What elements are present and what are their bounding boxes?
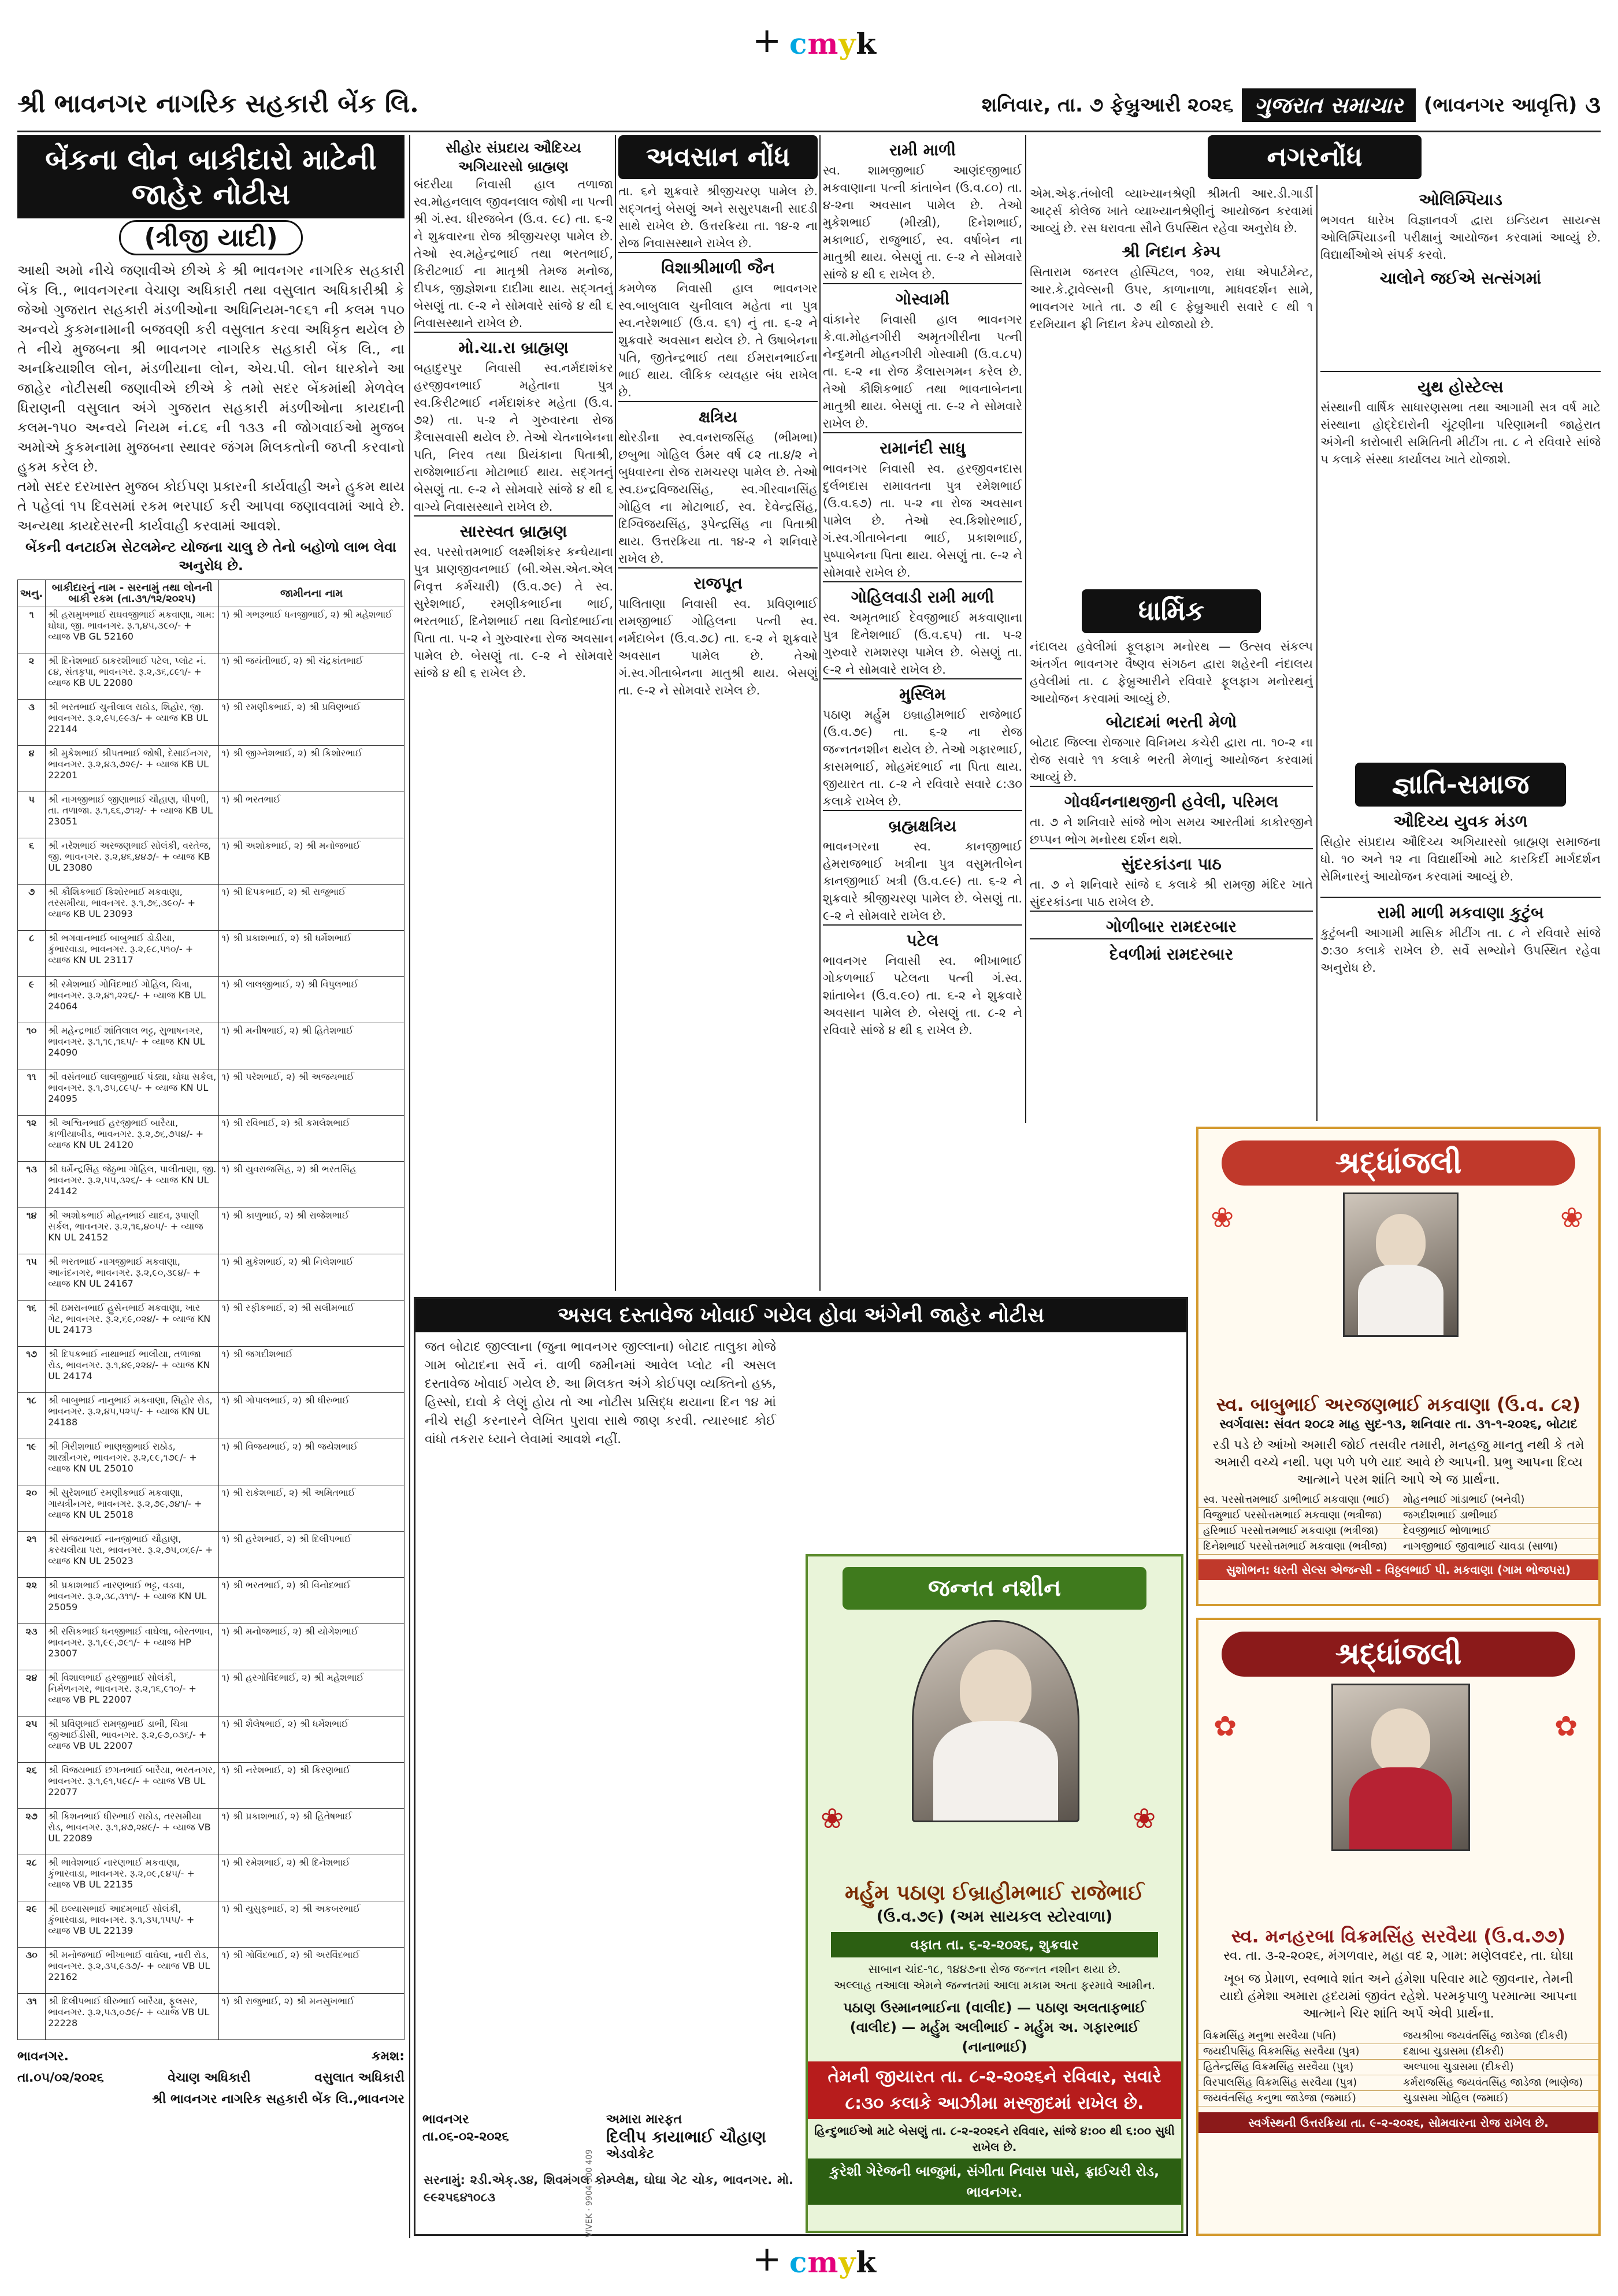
- table-row: [18, 1994, 404, 2040]
- row-guarantors: ૧) શ્રી મનોજભાઈ, ૨) શ્રી યોગેશભાઈ: [219, 1624, 404, 1670]
- table-row: [18, 700, 404, 746]
- gnati-samaj-heading: જ્ઞાતિ-સમાજ: [1355, 763, 1566, 807]
- family-member: કર્મરાજસિંહ જયવંતસિંહ જાડેજા (ભાણેજ): [1398, 2075, 1598, 2091]
- dharmik-heading: ધાર્મિક: [1082, 589, 1261, 633]
- row-guarantors: ૧) શ્રી રમણીકભાઈ, ૨) શ્રી પ્રવિણભાઈ: [219, 700, 404, 746]
- row-guarantors: ૧) શ્રી ગોપાલભાઈ, ૨) શ્રી ધીરુભાઈ: [219, 1393, 404, 1439]
- shraddhanjali-1-message: રડી પડે છે આંખો અમારી જોઈ તસવીર તમારી, મનહજુ માનતુ નથી કે તમે અમારી વચ્ચે નથી. પણ પળે પળે યાદ આવે છે આપની. પ્રભુ આપના દિવ્ય આત્માને પરમ શાંતિ આપે એ જ પ્રાર્થના.: [1212, 1438, 1584, 1487]
- bank-notice-title: બેંકના લોન બાકીદારો માટેની જાહેર નોટીસ: [17, 135, 404, 218]
- row-borrower: શ્રી ભગવાનભાઈ બાબુભાઈ ડોડીયા, કુંભારવાડા, ભાવનગર. રૂ.૨,૯૮,૫૧૦/- + વ્યાજ KN UL 23117: [46, 931, 219, 977]
- row-number: ૧૮: [18, 1393, 46, 1439]
- row-borrower: શ્રી દિનેશભાઈ ઠાકરશીભાઈ પટેલ, પ્લોટ નં. ૮૪, સંતકૃપા, ભાવનગર. રૂ.૨,૩૬,૮૯૧/- + વ્યાજ KB UL 22080: [46, 653, 219, 700]
- obit-text-brahman: બહાદુરપુર નિવાસી સ્વ.નર્મદાશંકર હરજીવનભાઈ મહેતાના પુત્ર સ્વ.કિરીટભાઈ નર્મદાશંકર મહેતા (ઉ.વ. ૭૨) તા. ૫-૨ ને ગુરુવારના રોજ કૈલાસવાસી થયેલ છે. તેઓ ચેતનાબેનના પતિ, નિરવ તથા પ્રિયંકાના પિતાશ્રી, રાજેશભાઈના મોટાભાઈ થાય. સદ્ગતનું બેસણું તા. ૯-૨ ને સોમવારે સાંજે ૪ થી ૬ વાગ્યે નિવાસસ્થાને રાખેલ છે.: [414, 361, 613, 514]
- table-row: [18, 885, 404, 931]
- janat-nasheen-date: વફાત તા. ૬-૨-૨૦૨૬, શુક્રવાર: [831, 1932, 1158, 1957]
- sig-recovery-officer: વસુલાત અધિકારી: [314, 2071, 404, 2085]
- row-borrower: શ્રી પ્રવિણભાઈ રામજીભાઈ ડાભી, ચિત્રા જીઆઈડીસી, ભાવનગર. રૂ.૨,૯૭,૦૩૬/- + વ્યાજ VB UL 22007: [46, 1717, 219, 1763]
- dharmik-text: નંદાલય હવેલીમાં ફૂલફાગ મનોરથ — ઉત્સવ સંકલ્પ અંતર્ગત ભાવનગર વૈષ્ણવ સંગઠન દ્વારા શહેરની નંદાલય હવેલીમાં તા. ૮ ફેબ્રુઆરીને રવિવારે ફૂલફાગ મનોરથનું આયોજન કરવામાં આવ્યું છે.: [1030, 640, 1313, 705]
- family-member: દેવજીભાઈ ભોળાભાઈ: [1398, 1524, 1598, 1539]
- table-row: [18, 1023, 404, 1069]
- janat-nasheen-line2: અલ્લાહ તઆલા એમને જન્નતમાં આલા મકામ અતા ફરમાવે આમીન.: [833, 1978, 1156, 1992]
- shraddhanjali-2-name: સ્વ. મનહરબા વિક્રમસિંહ સરવૈયા (ઉ.વ.૭૭): [1231, 1925, 1566, 1947]
- row-number: ૧૭: [18, 1347, 46, 1393]
- row-number: ૨૭: [18, 1809, 46, 1855]
- table-row: [18, 1116, 404, 1162]
- row-borrower: શ્રી મુકેશભાઈ શ્રીપતભાઈ જોષી, દેસાઈનગર, ભાવનગર. રૂ.૨,૪૩,૭૨૯/- + વ્યાજ KB UL 22201: [46, 746, 219, 792]
- row-borrower: શ્રી સંજયભાઈ નાનજીભાઈ ચૌહાણ, કરચલીયા પરા, ભાવનગર. રૂ.૨,૭૫,૦૬૯/- + વ્યાજ KN UL 25023: [46, 1532, 219, 1578]
- heading-muslim: મુસ્લિમ: [823, 678, 1022, 706]
- table-row: [18, 1717, 404, 1763]
- row-guarantors: ૧) શ્રી પ્રકાશભાઈ, ૨) શ્રી હિતેષભાઈ: [219, 1809, 404, 1855]
- family-member: સ્વ. પરસોત્તમભાઈ ડાભીભાઈ મકવાણા (ભાઈ): [1198, 1492, 1398, 1508]
- text-goswami: વાંકાનેર નિવાસી હાલ ભાવનગર કે.વા.મોહનગીરી અમૃતગીરીના પત્ની નેન્દુમતી મોહનગીરી ગોસ્વામી (ઉ.વ.૮૫) તા. ૬-૨ ના રોજ કૈલાસગમન કરેલ છે. તેઓ કૌશિકભાઈ તથા ભાવનાબેનના માતુશ્રી થાય. બેસણું તા. ૯-૨ ને સોમવારે રાખેલ છે.: [823, 313, 1022, 430]
- heading-ramimali-kutumb: રામી માળી મકવાણા કુટુંબ: [1320, 897, 1601, 924]
- shraddhanjali-2-heading: શ્રદ્ધાંજલી: [1222, 1632, 1575, 1677]
- sig-sale-officer: વેચાણ અધિકારી: [168, 2071, 251, 2085]
- row-borrower: શ્રી નાગજીભાઈ જીણાભાઈ ચૌહાણ, પીપળી, તા. તળાજા. રૂ.૧,૬૬,૭૧૨/- + વ્યાજ KB UL 23051: [46, 792, 219, 838]
- family-member: જયશ્રીબા જયવંતસિંહ જાડેજા (દીકરી): [1398, 2028, 1598, 2044]
- issue-date: શનિવાર, તા. ૭ ફેબ્રુઆરી ૨૦૨૬: [982, 94, 1234, 117]
- row-guarantors: ૧) શ્રી શૈલેષભાઈ, ૨) શ્રી ધર્મેશભાઈ: [219, 1717, 404, 1763]
- row-borrower: શ્રી મહેન્દ્રભાઈ શાંતિલાલ ભટ્ટ, સુભાષનગર, ભાવનગર. રૂ.૧,૧૯,૧૬૫/- + વ્યાજ KN UL 24090: [46, 1023, 219, 1069]
- family-member: મોહનભાઈ ગાંડાભાઈ (બનેવી): [1398, 1492, 1598, 1508]
- table-row: [18, 1532, 404, 1578]
- row-borrower: શ્રી કૌશિકભાઈ કિશોરભાઈ મકવાણા, તરસમીયા, ભાવનગર. રૂ.૧,૭૬,૩૯૦/- + વ્યાજ KB UL 23093: [46, 885, 219, 931]
- bank-notice-footer: [17, 2046, 404, 2067]
- header-rule: [17, 131, 1601, 132]
- text-haveli: તા. ૭ ને શનિવારે સાંજે ભોગ સમય આરતીમાં કાકોરજીને છપ્પન ભોગ મનોરથ દર્શન થશે.: [1030, 815, 1313, 846]
- heading-ramanandi: રામાનંદી સાધુ: [823, 432, 1022, 460]
- obit-heading-saraswat: સારસ્વત બ્રાહ્મણ: [414, 515, 613, 543]
- family-member: અલ્પાબા ચુડાસમા (દીકરી): [1398, 2060, 1598, 2075]
- dharmik-section: [1030, 589, 1313, 1121]
- sig-bank-name: શ્રી ભાવનગર નાગરિક સહકારી બેંક લિ.,ભાવનગર: [152, 2092, 404, 2106]
- cmyk-mark-bottom: cmyk: [789, 2245, 877, 2279]
- row-borrower: શ્રી ઇલ્યાસભાઈ આદમભાઈ સોલંકી, કુંભારવાડા, ભાવનગર. રૂ.૧,૩૫,૧૫૫/- + વ્યાજ VB UL 22139: [46, 1901, 219, 1948]
- janat-nasheen-age: (ઉ.વ.૭૯) (અમ સાયકલ સ્ટોરવાળા): [876, 1908, 1113, 1926]
- row-borrower: શ્રી વિશાલભાઈ હરજીભાઈ સોલંકી, નિર્મળનગર, ભાવનગર. રૂ.૨,૧૬,૯૧૦/- + વ્યાજ VB PL 22007: [46, 1670, 219, 1717]
- shraddhanjali-1-date: સ્વર્ગવાસ: સંવત ૨૦૮૨ માહ સુદ-૧૩, શનિવાર તા. ૩૧-૧-૨૦૨૬, બોટાદ: [1219, 1417, 1578, 1432]
- row-number: ૨૩: [18, 1624, 46, 1670]
- nagar-nondh-heading: નગરનોંધ: [1208, 135, 1422, 179]
- text-rami-mali: સ્વ. શામજીભાઈ આણંદજીભાઈ મકવાણાના પત્ની કાંતાબેન (ઉ.વ.૮૦) તા. ૪-૨ના અવસાન પામેલ છે. તેઓ મુકેશભાઈ (મીસ્ત્રી), દિનેશભાઈ, મકાભાઈ, રાજુભાઈ, સ્વ. વર્ષાબેન ના માતુશ્રી થાય. બેસણું તા. ૯-૨ ને સોમવારે સાંજે ૪ થી ૬ રાખેલ છે.: [823, 164, 1022, 281]
- shraddhanjali-1-family: [1198, 1492, 1598, 1555]
- shraddhanjali-2-message: ખૂબ જ પ્રેમાળ, સ્વભાવે શાંત અને હંમેશા પરિવાર માટે જીવનાર, તેમની યાદો હંમેશા અમારા હૃદયમાં જીવંત રહેશે. પરમકૃપાળુ પરમાત્મા આપના આત્માને ચિર શાંતિ અર્પે એવી પ્રાર્થના.: [1219, 1972, 1578, 2021]
- family-member: જયવંતસિંહ કનુભા જાડેજા (જમાઈ): [1198, 2091, 1398, 2106]
- janat-nasheen-family: પઠાણ ઉસ્માનભાઈના (વાલીદ) — પઠાણ અલતાફભાઈ (વાલીદ) — મર્હુમ અલીભાઈ - મર્હુમ અ. ગફારભાઈ (નાનાભાઈ): [843, 2000, 1146, 2055]
- table-row: [18, 1855, 404, 1901]
- row-number: ૭: [18, 885, 46, 931]
- obit-text-1: બંદરીયા નિવાસી હાલ તળાજા સ્વ.મોહનલાલ જીવનલાલ જોષી ના પત્ની શ્રી ગં.સ્વ. ધીરજબેન (ઉ.વ. ૯૮) તા. ૬-૨ ને શુક્રવારના રોજ શ્રીજીચરણ પામેલ છે. તેઓ સ્વ.મહેન્દ્રભાઈ તથા ભરતભાઈ, કિરીટભાઈ ના માતૃશ્રી તેમજ મનોજ, દીપક, જીજ્ઞેશના દાદીમા થાય. સદ્ગતનું બેસણું તા. ૯-૨ ને સોમવારે સાંજે ૪ થી ૬ નિવાસસ્થાને રાખેલ છે.: [414, 177, 613, 330]
- table-row: [18, 792, 404, 838]
- heading-sundarkand: સુંદરકાંડના પાઠ: [1030, 848, 1313, 876]
- table-row: [18, 1485, 404, 1532]
- table-row: [18, 1439, 404, 1485]
- row-number: ૨: [18, 653, 46, 700]
- shraddhanjali-2-footer: સ્વર્ગસ્થની ઉત્તરક્રિયા તા. ૯-૨-૨૦૨૬, સોમવારના રોજ રાખેલ છે.: [1198, 2112, 1598, 2133]
- heading-bharti: બોટાદમાં ભરતી મેળો: [1105, 712, 1237, 731]
- row-guarantors: ૧) શ્રી હરેશભાઈ, ૨) શ્રી દિલીપભાઈ: [219, 1532, 404, 1578]
- obit-intro: સીહોર સંપ્રદાય ઔદિચ્ય અગિયારસો બ્રાહ્મણ: [446, 140, 581, 174]
- row-borrower: શ્રી દિપકભાઈ નાથાભાઈ ભાલીયા, તળાજા રોડ, ભાવનગર. રૂ.૧,૪૯,૨૨૪/- + વ્યાજ KN UL 24174: [46, 1347, 219, 1393]
- row-guarantors: ૧) શ્રી દિપકભાઈ, ૨) શ્રી રાજુભાઈ: [219, 885, 404, 931]
- row-number: ૯: [18, 977, 46, 1023]
- family-member: દિનેશભાઈ પરસોત્તમભાઈ મકવાણા (ભત્રીજા): [1198, 1539, 1398, 1555]
- gnati-samaj-section: [1320, 763, 1601, 1121]
- text-yuva: સિહોર સંપ્રદાય ઔદિચ્ય અગિયારસો બ્રાહ્મણ સમાજના ધો. ૧૦ અને ૧૨ ના વિદ્યાર્થીઓ માટે કારકિર્દી માર્ગદર્શન સેમિનારનું આયોજન કરવામાં આવ્યું છે.: [1320, 835, 1601, 883]
- family-member: ચુડાસમા ગોહિલ (જમાઈ): [1398, 2091, 1598, 2106]
- heading-brahmakshatriya: બ્રહ્મક્ષત્રિય: [823, 810, 1022, 838]
- table-row: [18, 1393, 404, 1439]
- table-row: [18, 1670, 404, 1717]
- row-guarantors: ૧) શ્રી અશોકભાઈ, ૨) શ્રી મનોજભાઈ: [219, 838, 404, 885]
- lost-notice-signer-label: અમારા મારફત: [606, 2112, 682, 2127]
- row-number: ૨૨: [18, 1578, 46, 1624]
- row-number: ૧૩: [18, 1162, 46, 1208]
- row-guarantors: ૧) શ્રી ભરતભાઈ: [219, 792, 404, 838]
- row-borrower: શ્રી રમેશભાઈ ગોવિંદભાઈ ગોહિલ, ચિત્રા, ભાવનગર. રૂ.૨,૪૧,૨૨૬/- + વ્યાજ KB UL 24064: [46, 977, 219, 1023]
- text-youth: સંસ્થાની વાર્ષિક સાધારણસભા તથા આગામી સત્ર વર્ષ માટે સંસ્થાના હોદ્દેદારોની ચૂંટણીના પરિણામની જાહેરાત અંગેની કારોબારી સમિતિની મીટીંગ તા. ૮ ને રવિવારે સાંજે ૫ કલાકે સંસ્થા કાર્યાલય ખાતે યોજાશે.: [1320, 400, 1601, 466]
- nagar-nondh-right: [1320, 185, 1601, 589]
- shraddhanjali-1-name: સ્વ. બાબુભાઈ અરજણભાઈ મકવાણા (ઉ.વ. ૮૨): [1216, 1394, 1581, 1416]
- flower-icon: ✿: [1554, 1710, 1578, 1743]
- shraddhanjali-2-date: સ્વ. તા. ૩-૨-૨૦૨૬, મંગળવાર, મહા વદ ૨, ગામ: મણેલવદર, તા. ઘોઘા: [1223, 1949, 1574, 1963]
- row-guarantors: ૧) શ્રી વિજયભાઈ, ૨) શ્રી જયેશભાઈ: [219, 1439, 404, 1485]
- heading-camp: શ્રી નિદાન કેમ્પ: [1122, 242, 1221, 261]
- flower-icon: ✿: [1214, 1710, 1237, 1743]
- table-row: [18, 1069, 404, 1116]
- row-borrower: શ્રી પ્રકાશભાઈ નારણભાઈ ભટ્ટ, વડવા, ભાવનગર. રૂ.૨,૩૮,૩૧૧/- + વ્યાજ KN UL 25059: [46, 1578, 219, 1624]
- heading-rajput: રાજપૂત: [618, 567, 818, 595]
- row-guarantors: ૧) શ્રી રવિભાઈ, ૨) શ્રી કમલેશભાઈ: [219, 1116, 404, 1162]
- table-row: [18, 1301, 404, 1347]
- row-number: ૧૬: [18, 1301, 46, 1347]
- table-row: [18, 746, 404, 792]
- family-member: દક્ષાબા ચુડાસમા (દીકરી): [1398, 2044, 1598, 2060]
- lost-notice-footer: [415, 2108, 797, 2167]
- row-borrower: શ્રી ઇમરાનભાઈ હુસેનભાઈ મકવાણા, ખાર ગેટ, ભાવનગર. રૂ.૨,૬૯,૦૨૪/- + વ્યાજ KN UL 24173: [46, 1301, 219, 1347]
- family-member: હરિભાઈ પરસોત્તમભાઈ મકવાણા (ભત્રીજા): [1198, 1524, 1398, 1539]
- row-borrower: શ્રી વસંતભાઈ લાલજીભાઈ પંડ્યા, ઘોઘા સર્કલ, ભાવનગર. રૂ.૧,૭૫,૮૯૫/- + વ્યાજ KN UL 24095: [46, 1069, 219, 1116]
- table-row: [18, 1948, 404, 1994]
- lost-notice-text: જત બોટાદ જીલ્લાના (જુના ભાવનગર જીલ્લાના) બોટાદ તાલુકા મોજે ગામ બોટાદના સર્વે નં. વાળી જમીનમાં આવેલ પ્લોટ ની અસલ દસ્તાવેજ ખોવાઈ ગયેલ છે. આ મિલકત અંગે કોઈપણ વ્યક્તિનો હક્ક, હિસ્સો, દાવો કે લેણું હોય તો આ નોટીસ પ્રસિદ્ધ થયાના દિન ૧૪ માં નીચે સહી કરનારને લેખિત પુરાવા સાથે જાણ કરવી. ત્યારબાદ કોઈ વાંધો તકરાર ધ્યાને લેવામાં આવશે નહીં.: [425, 1340, 776, 1447]
- row-borrower: શ્રી હસમુખભાઈ રાઘવજીભાઈ મકવાણા, ગામ: ઘોઘા, જી. ભાવનગર. રૂ.૧,૪૫,૩૯૦/- + વ્યાજ VB GL 52160: [46, 607, 219, 653]
- deceased-photo-1: [1343, 1192, 1459, 1337]
- row-guarantors: ૧) શ્રી મુકેશભાઈ, ૨) શ્રી નિલેશભાઈ: [219, 1254, 404, 1301]
- page-header: [17, 86, 1601, 128]
- obituary-column-1: [414, 135, 613, 1291]
- registration-cross-top: +: [752, 20, 782, 61]
- column-rule-2: [615, 135, 616, 1291]
- row-borrower: શ્રી ભરતભાઈ ચુનીલાલ રાઠોડ, શિહોર, જી. ભાવનગર. રૂ.૨,૯૫,૯૯૩/- + વ્યાજ KB UL 22144: [46, 700, 219, 746]
- row-number: ૩: [18, 700, 46, 746]
- heading-ramdarbar: દેવળીમાં રામદરબાર: [1030, 938, 1313, 966]
- row-guarantors: ૧) શ્રી રફીકભાઈ, ૨) શ્રી સલીમભાઈ: [219, 1301, 404, 1347]
- row-borrower: શ્રી મનોજભાઈ ભીખાભાઈ વાઘેલા, નારી રોડ, ભાવનગર. રૂ.૨,૩૫,૯૩૭/- + વ્યાજ VB UL 22162: [46, 1948, 219, 1994]
- row-number: ૩૦: [18, 1948, 46, 1994]
- row-number: ૧૦: [18, 1023, 46, 1069]
- row-borrower: શ્રી અશોકભાઈ મોહનભાઈ યાદવ, રૂપાણી સર્કલ, ભાવનગર. રૂ.૨,૧૬,૪૦૫/- + વ્યાજ KN UL 24152: [46, 1208, 219, 1254]
- row-number: ૫: [18, 792, 46, 838]
- heading-patel: પટેલ: [823, 924, 1022, 952]
- text-ramimali-kutumb: કુટુંબની આગામી માસિક મીટીંગ તા. ૮ ને રવિવારે સાંજે ૭:૩૦ કલાકે રાખેલ છે. સર્વે સભ્યોને ઉપસ્થિત રહેવા અનુરોધ છે.: [1320, 926, 1601, 975]
- row-guarantors: ૧) શ્રી જીગ્નેશભાઈ, ૨) શ્રી કિશોરભાઈ: [219, 746, 404, 792]
- heading-goswami: ગોસ્વામી: [823, 283, 1022, 311]
- bank-notice-continued: કમશ:: [372, 2049, 404, 2064]
- heading-satsang: ચાલોને જઈએ સત્સંગમાં: [1379, 269, 1542, 288]
- row-number: ૧૪: [18, 1208, 46, 1254]
- heading-olympiad: ઓલિમ્પિયાડ: [1419, 190, 1502, 209]
- sig-bank-line: [17, 2089, 404, 2110]
- table-row: [18, 977, 404, 1023]
- bank-defaulter-table: [17, 579, 404, 2040]
- text-patel: ભાવનગર નિવાસી સ્વ. ભીખાભાઈ ગોકળભાઈ પટેલના પત્ની ગં.સ્વ. શાંતાબેન (ઉ.વ.૯૦) તા. ૬-૨ ને શુક્રવારે અવસાન પામેલ છે. બેસણું તા. ૮-૨ ને રવિવારે સાંજે ૪ થી ૬ રાખેલ છે.: [823, 954, 1022, 1037]
- row-number: ૧૯: [18, 1439, 46, 1485]
- bank-name-header: શ્રી ભાવનગર નાગરિક સહકારી બેંક લિ.: [17, 89, 419, 118]
- shraddhanjali-ad-2: [1196, 1618, 1601, 2236]
- shraddhanjali-2-family: [1198, 2028, 1598, 2106]
- row-guarantors: ૧) શ્રી ભરતભાઈ, ૨) શ્રી વિનોદભાઈ: [219, 1578, 404, 1624]
- row-number: ૪: [18, 746, 46, 792]
- janat-nasheen-address: કુરેશી ગેરેજની બાજુમાં, સંગીતા નિવાસ પાસે, ફ્રાઈચરી રોડ, ભાવનગર.: [808, 2158, 1181, 2205]
- lost-notice-signer: દિલીપ કાયાભાઈ ચૌહાણ: [606, 2127, 766, 2146]
- lost-notice-date: તા.૦૬-૦૨-૨૦૨૬: [422, 2130, 509, 2144]
- row-guarantors: ૧) શ્રી રાકેશભાઈ, ૨) શ્રી અમિતભાઈ: [219, 1485, 404, 1532]
- text-gohilwadi: સ્વ. અમૃતભાઈ દેવજીભાઈ મકવાણાના પુત્ર દિનેશભાઈ (ઉ.વ.૬૫) તા. ૫-૨ ગુરુવારે રામશરણ પામેલ છે. બેસણું તા. ૯-૨ ને સોમવારે રાખેલ છે.: [823, 611, 1022, 677]
- row-number: ૧: [18, 607, 46, 653]
- deceased-photo-3: [912, 1620, 1079, 1822]
- row-number: ૩૧: [18, 1994, 46, 2040]
- row-guarantors: ૧) શ્રી લાલજીભાઈ, ૨) શ્રી વિપુલભાઈ: [219, 977, 404, 1023]
- avasan-nondh-heading: અવસાન નોંધ: [618, 135, 818, 179]
- table-row: [18, 1254, 404, 1301]
- family-member: નાગજીભાઈ જીવાભાઈ ચાવડા (સાળા): [1398, 1539, 1598, 1555]
- family-member: જયદીપસિંહ વિક્રમસિંહ સરવૈયા (પુત્ર): [1198, 2044, 1398, 2060]
- row-guarantors: ૧) શ્રી પરેશભાઈ, ૨) શ્રી અજયભાઈ: [219, 1069, 404, 1116]
- edition-label: (ભાવનગર આવૃત્તિ): [1423, 94, 1578, 117]
- column-rule-1: [409, 135, 410, 2238]
- row-guarantors: ૧) શ્રી યુસુફભાઈ, ૨) શ્રી અકબરભાઈ: [219, 1901, 404, 1948]
- text-kshatriya: થોરડીના સ્વ.વનરાજસિંહ (ભીમભા) છબુભા ગોહિલ ઉંમર વર્ષ ૮૨ તા.૪/૨ ને બુધવારના રોજ રામચરણ પામેલ છે. તેઓ સ્વ.ઇન્દ્રવિજયસિંહ, સ્વ.ગીરવાનસિંહ ગોહિલ ના મોટાભાઈ, સ્વ. દેવેન્દ્રસિંહ, દિગ્વિજયસિંહ, રૂપેન્દ્રસિંહ ના પિતાશ્રી થાય. ઉત્તરક્રિયા તા. ૧૪-૨ ને શનિવારે રાખેલ છે.: [618, 430, 818, 566]
- table-row: [18, 1763, 404, 1809]
- bank-notice-list-label: (ત્રીજી યાદી): [17, 218, 404, 257]
- rose-icon: ❀: [1133, 1803, 1156, 1835]
- obit-text-saraswat: સ્વ. પરસોત્તમભાઈ લક્ષ્મીશંકર કન્ધેયાના પુત્ર પ્રાણજીવનભાઈ (બી.એસ.એન.એલ નિવૃત્ત કર્મચારી) (ઉ.વ.૭૯) તે સ્વ. સુરેશભાઈ, રમણીકભાઈના ભાઈ, ભરતભાઈ, દિનેશભાઈ તથા વિનોદભાઈના પિતા તા. ૫-૨ ને ગુરુવારના રોજ અવસાન પામેલ છે. બેસણું તા. ૯-૨ ને સોમવારે સાંજે ૪ થી ૬ રાખેલ છે.: [414, 545, 613, 680]
- text-camp: સિતારામ જનરલ હોસ્પિટલ, ૧૦૨, રાધા એપાર્ટમેન્ટ, આર.કે.ટ્રાવેલ્સની ઉપર, કાળાનાળા, માધવદર્શન સામે, ભાવનગર ખાતે તા. ૭ થી ૯ ફેબ્રુઆરી સવારે ૯ થી ૧ દરમિયાન ફ્રી નિદાન કેમ્પ યોજાયો છે.: [1030, 265, 1313, 331]
- row-borrower: શ્રી અશ્વિનભાઈ હરજીભાઈ બારૈયા, કાળીયાબીડ, ભાવનગર. રૂ.૨,૭૬,૭૫૪/- + વ્યાજ KN UL 24120: [46, 1116, 219, 1162]
- janat-nasheen-heading: જન્નત નશીન: [843, 1567, 1146, 1610]
- row-number: ૨૯: [18, 1901, 46, 1948]
- row-number: ૮: [18, 931, 46, 977]
- lost-notice-signer-title: એડવોકેટ: [606, 2147, 654, 2161]
- table-row: [18, 1347, 404, 1393]
- row-guarantors: ૧) શ્રી મનીષભાઈ, ૨) શ્રી હિતેશભાઈ: [219, 1023, 404, 1069]
- bank-notice-ots: બેંકની વનટાઈમ સેટલમેન્ટ યોજના ચાલુ છે તેનો બહોળો લાભ લેવા અનુરોધ છે.: [25, 539, 396, 574]
- family-member: હિતેન્દ્રસિંહ વિક્રમસિંહ સરવૈયા (પુત્ર): [1198, 2060, 1398, 2075]
- masthead: ગુજરાત સમાચાર: [1242, 88, 1416, 122]
- row-borrower: શ્રી વિજયભાઈ છગનભાઈ બારૈયા, ભરતનગર, ભાવનગર. રૂ.૧,૯૧,૫૯૮/- + વ્યાજ VB UL 22077: [46, 1763, 219, 1809]
- table-row: [18, 1809, 404, 1855]
- table-row: [18, 1162, 404, 1208]
- row-borrower: શ્રી સુરેશભાઈ રમણીકભાઈ મકવાણા, ગાયત્રીનગર, ભાવનગર. રૂ.૨,૭૯,૭૪૧/- + વ્યાજ KN UL 25018: [46, 1485, 219, 1532]
- heading-haveli: ગોવર્ધનનાથજીની હવેલી, પરિમલ: [1030, 786, 1313, 813]
- bank-notice-date: તા.૦૫/૦૨/૨૦૨૬: [17, 2071, 104, 2085]
- bank-table-body: [18, 607, 404, 2040]
- row-number: ૧૫: [18, 1254, 46, 1301]
- row-number: ૨૮: [18, 1855, 46, 1901]
- row-guarantors: ૧) શ્રી રાજુભાઈ, ૨) શ્રી મનસુખભાઈ: [219, 1994, 404, 2040]
- row-number: ૨૫: [18, 1717, 46, 1763]
- row-borrower: શ્રી કિશનભાઈ ધીરુભાઈ રાઠોડ, તરસમીયા રોડ, ભાવનગર. રૂ.૧,૪૭,૨૪૯/- + વ્યાજ VB UL 22089: [46, 1809, 219, 1855]
- column-rule-5: [1316, 185, 1318, 1121]
- table-header-guarantors: જામીનના નામ: [219, 580, 404, 607]
- table-row: [18, 607, 404, 653]
- row-number: ૨૪: [18, 1670, 46, 1717]
- janat-nasheen-ad: [806, 1554, 1183, 2233]
- flower-icon: ❀: [1211, 1202, 1234, 1234]
- row-borrower: શ્રી રસિકભાઈ ધનજીભાઈ વાઘેલા, બોરતળાવ, ભાવનગર. રૂ.૧,૯૯,૭૯૧/- + વ્યાજ HP 23007: [46, 1624, 219, 1670]
- janat-nasheen-line1: સાબાન ચાંદ-૧૮, ૧૪૪૭ના રોજ જન્નત નશીન થયા છે.: [868, 1962, 1121, 1976]
- row-guarantors: ૧) શ્રી પ્રકાશભાઈ, ૨) શ્રી ધર્મેશભાઈ: [219, 931, 404, 977]
- text-rajput: પાલિતાણા નિવાસી સ્વ. પ્રવિણભાઈ રામજીભાઈ ગોહિલના પત્ની સ્વ. નર્મદાબેન (ઉ.વ.૭૮) તા. ૬-૨ ને શુક્રવારે અવસાન પામેલ છે. તેઓ ગં.સ્વ.ગીતાબેનના માતુશ્રી થાય. બેસણું તા. ૯-૨ ને સોમવારે રાખેલ છે.: [618, 597, 818, 697]
- nagar-nondh-left: [1030, 185, 1313, 589]
- shraddhanjali-1-footer: સુશોભન: ધરતી સેલ્સ એજન્સી - વિઠ્ઠલભાઈ પી. મકવાણા (ગામ ભોજપરા): [1198, 1559, 1598, 1580]
- heading-gohilwadi: ગોહિલવાડી રામી માળી: [823, 581, 1022, 609]
- text-ramanandi: ભાવનગર નિવાસી સ્વ. હરજીવનદાસ દુર્લભદાસ રામાવતના પુત્ર રમેશભાઈ (ઉ.વ.૬૭) તા. ૫-૨ ના રોજ અવસાન પામેલ છે. તેઓ સ્વ.કિશોરભાઈ, ગં.સ્વ.ગીતાબેનના ભાઈ, પ્રકાશભાઈ, પુષ્પાબેનના પિતા થાય. બેસણું તા. ૯-૨ ને સોમવારે રાખેલ છે.: [823, 462, 1022, 579]
- table-row: [18, 1578, 404, 1624]
- shraddhanjali-1-heading: શ્રદ્ધાંજલી: [1222, 1140, 1575, 1186]
- page-number: ૩: [1585, 92, 1601, 118]
- row-guarantors: ૧) શ્રી યુવરાજસિંહ, ૨) શ્રી ભરતસિંહ: [219, 1162, 404, 1208]
- row-borrower: શ્રી ભાવેશભાઈ નારણભાઈ મકવાણા, કુંભારવાડા, ભાવનગર. રૂ.૨,૦૯,૯૪૫/- + વ્યાજ VB UL 22135: [46, 1855, 219, 1901]
- janat-nasheen-hindu: હિન્દુભાઈઓ માટે બેસણું તા. ૮-૨-૨૦૨૬ને રવિવાર, સાંજે ૪:૦૦ થી ૬:૦૦ સુધી રાખેલ છે.: [814, 2124, 1175, 2154]
- table-header-no: અનુ.: [18, 580, 46, 607]
- heading-yuva: ઔદિચ્ય યુવક મંડળ: [1393, 812, 1528, 831]
- table-row: [18, 1208, 404, 1254]
- heading-golibar: ગોળીબાર રામદરબાર: [1030, 911, 1313, 938]
- obituary-column-3: [823, 135, 1022, 1291]
- row-guarantors: ૧) શ્રી ગોવિંદભાઈ, ૨) શ્રી અરવિંદભાઈ: [219, 1948, 404, 1994]
- row-guarantors: ૧) શ્રી જયંતીભાઈ, ૨) શ્રી ચંદ્રકાંતભાઈ: [219, 653, 404, 700]
- text-jain: કમળેજ નિવાસી હાલ ભાવનગર સ્વ.બાબુલાલ ચુનીલાલ મહેતા ના પુત્ર સ્વ.નરેશભાઈ (ઉ.વ. ૬૧) નું તા. ૬-૨ ને શુક્રવારે અવસાન થયેલ છે. તે ઉષાબેનના પતિ, જીતેન્દ્રભાઈ તથા ઈમરાનભાઈના ભાઈ થાય. લૌકિક વ્યવહાર બંધ રાખેલ છે.: [618, 281, 818, 399]
- table-row: [18, 1901, 404, 1948]
- nagar-text: એમ.એફ.તંબોલી વ્યાખ્યાનશ્રેણી શ્રીમતી આર.ડી.ગાર્ડી આર્ટ્સ કોલેજ ખાતે વ્યાખ્યાનશ્રેણીનું આયોજન કરવામાં આવ્યું છે. રસ ધરાવતા સૌને ઉપસ્થિત રહેવા અનુરોધ છે.: [1030, 187, 1313, 235]
- table-row: [18, 653, 404, 700]
- bank-notice: [17, 135, 404, 2238]
- lost-notice-address: સરનામું: ૨ડી.એક્‌.૩૪, શિવમંગલ કોમ્પ્લેક્ષ, ઘોઘા ગેટ ચોક, ભાવનગર. મો. ૯૯૨૫૬૪૧૦૮૩: [424, 2173, 793, 2204]
- text-bharti: બોટાદ જિલ્લા રોજગાર વિનિમય કચેરી દ્વારા તા. ૧૦-૨ ના રોજ સવારે ૧૧ કલાકે ભરતી મેળાનું આયોજન કરવામાં આવ્યું છે.: [1030, 735, 1313, 784]
- deceased-photo-2: [1331, 1684, 1470, 1851]
- bank-notice-place: ભાવનગર.: [17, 2049, 69, 2064]
- table-row: [18, 1624, 404, 1670]
- heading-jain: વિશાશ્રીમાળી જૈન: [618, 252, 818, 280]
- row-number: ૨૧: [18, 1532, 46, 1578]
- shraddhanjali-ad-1: [1196, 1127, 1601, 1606]
- family-member: વિરપાલસિંહ વિક્રમસિંહ સરવૈયા (પુત્ર): [1198, 2075, 1398, 2091]
- column-rule-4: [1025, 135, 1026, 1123]
- family-member: વિક્રમસિંહ મનુભા સરવૈયા (પતિ): [1198, 2028, 1398, 2044]
- obit-heading-brahman: મો.ચા.રા બ્રાહ્મણ: [414, 332, 613, 359]
- row-guarantors: ૧) શ્રી કાળુભાઈ, ૨) શ્રી રાજેશભાઈ: [219, 1208, 404, 1254]
- family-member: જગદીશભાઈ ડાભીભાઈ: [1398, 1508, 1598, 1524]
- janat-nasheen-ziyarat: તેમની જીયારત તા. ૮-૨-૨૦૨૬ને રવિવાર, સવારે ૮:૩૦ કલાકે આઝીમા મસ્જીદમાં રાખેલ છે.: [808, 2061, 1181, 2119]
- text-sundarkand: તા. ૭ ને શનિવારે સાંજે ૬ કલાકે શ્રી રામજી મંદિર ખાતે સુંદરકાંડના પાઠ રાખેલ છે.: [1030, 878, 1313, 909]
- text-brahmakshatriya: ભાવનગરના સ્વ. કાનજીભાઈ હેમરાજભાઈ ખત્રીના પુત્ર વસુમતીબેન કાનજીભાઈ ખત્રી (ઉ.વ.૯૯) તા. ૬-૨ ને શુક્રવારે શ્રીજીચરણ પામેલ છે. બેસણું તા. ૯-૨ ને સોમવારે રાખેલ છે.: [823, 839, 1022, 923]
- text-olympiad: ભગવત ધારેખ વિજ્ઞાનવર્ગ દ્વારા ઇન્ડિયન સાયન્સ ઓલિમ્પિયાડની પરીક્ષાનું આયોજન કરવામાં આવ્યું છે. વિદ્યાર્થીઓએ સંપર્ક કરવો.: [1320, 213, 1601, 262]
- avasan-text: તા. ૬ને શુક્રવારે શ્રીજીચરણ પામેલ છે. સદ્ગતનું બેસણું અને સસુરપક્ષની સાદડી સાથે રાખેલ છે. ઉત્તરક્રિયા તા. ૧૪-૨ ના રોજ નિવાસસ્થાને રાખેલ છે.: [618, 184, 818, 250]
- row-number: ૧૨: [18, 1116, 46, 1162]
- row-borrower: શ્રી દિલીપભાઈ ધીરુભાઈ બારૈયા, ફૂલસર, ભાવનગર. રૂ.૨,૫૩,૦૭૯/- + વ્યાજ VB UL 22228: [46, 1994, 219, 2040]
- row-guarantors: ૧) શ્રી રમેશભાઈ, ૨) શ્રી દિનેશભાઈ: [219, 1855, 404, 1901]
- header-right: [982, 87, 1601, 124]
- table-row: [18, 931, 404, 977]
- row-guarantors: ૧) શ્રી જગદીશભાઈ: [219, 1347, 404, 1393]
- cmyk-mark-top: cmyk: [789, 27, 877, 61]
- janat-nasheen-name: મર્હુમ પઠાણ ઈબ્રાહીમભાઈ રાજેભાઈ: [845, 1881, 1144, 1905]
- row-number: ૨૦: [18, 1485, 46, 1532]
- text-muslim: પઠાણ મર્હુમ ઇબ્રાહીમભાઈ રાજેભાઈ (ઉ.વ.૭૯) તા. ૬-૨ ના રોજ જન્નતનશીન થયેલ છે. તેઓ ગફારભાઈ, કાસમભાઈ, મોહમંદભાઈ ના પિતા થાય. જીયારત તા. ૮-૨ ને રવિવારે સવારે ૮:૩૦ કલાકે રાખેલ છે.: [823, 708, 1022, 808]
- nagar-nondh-heading-wrap: [1208, 135, 1422, 183]
- avasan-nondh: [618, 135, 818, 1291]
- row-borrower: શ્રી ધર્મેન્દ્રસિંહ જેઠુભા ગોહિલ, પાલીતાણા, જી. ભાવનગર. રૂ.૨,૫૫,૩૨૬/- + વ્યાજ KN UL 24142: [46, 1162, 219, 1208]
- lost-notice-heading: અસલ દસ્તાવેજ ખોવાઈ ગયેલ હોવા અંગેની જાહેર નોટીસ: [415, 1299, 1186, 1332]
- bank-notice-body-2: તમો સદર દરખાસ્ત મુજબ કોઈપણ પ્રકારની કાર્યવાહી અને હુકમ થાય તે પહેલાં ૧૫ દિવસમાં રકમ ભરપાઈ કરી આપવા જણાવવામાં આવે છે. અન્યથા કાયદેસરની કાર્યવાહી કરવામાં આવશે.: [17, 478, 404, 534]
- row-borrower: શ્રી નરેશભાઈ અરજણભાઈ સોલંકી, વરતેજ, જી. ભાવનગર. રૂ.૨,૪૬,૪૪૭/- + વ્યાજ KB UL 23080: [46, 838, 219, 885]
- bank-notice-body: આથી અમો નીચે જણાવીએ છીએ કે શ્રી ભાવનગર નાગરિક સહકારી બેંક લિ., ભાવનગરના વેચાણ અધિકારી તથા વસુલાત અધિકારીશ્રી કે જેઓ ગુજરાત સહકારી મંડળીઓના અધિનિયમ-૧૯૬૧ ની કલમ ૧૫૦ અન્વયે કુકમનામાની બજવણી કરી વસુલાત કરવા અધિકૃત થયેલ છે તે નીચે મુજબના શ્રી ભાવનગર નાગરિક સહકારી બેંક લિ., ના અનક્રિયાશીલ લોન, મંડળીયાના લોન, એચ.પી. લોન ધારકોને આ જાહેર નોટીસથી જણાવીએ છીએ કે તમો સદર બેંકમાંથી મેળવેલ ધિરાણની વસુલાત અંગે ગુજરાત સહકારી મંડળીઓના કાયદાની કલમ-૧૫૦ અન્વયે નિયમ નં.૮૬ ની ૧૩૩ ની જોગવાઈઓ મુજબ અમોએ કુકમનામા મુજબના સ્થાવર જંગમ મિલકતોની જપ્તી કરવાનો હુકમ કરેલ છે.: [17, 262, 404, 475]
- row-number: ૨૬: [18, 1763, 46, 1809]
- row-guarantors: ૧) શ્રી હરગોવિંદભાઈ, ૨) શ્રી મહેશભાઈ: [219, 1670, 404, 1717]
- rose-icon: ❀: [821, 1803, 844, 1835]
- flower-icon: ❀: [1560, 1202, 1584, 1234]
- table-row: [18, 838, 404, 885]
- table-header-name: બાકીદારનું નામ - સરનામું તથા લોનની બાકી રકમ (તા.૩૧/૧૨/૨૦૨૫): [46, 580, 219, 607]
- registration-cross-bottom: +: [752, 2239, 782, 2279]
- row-borrower: શ્રી ગિરીશભાઈ ભાણજીભાઈ રાઠોડ, શાસ્ત્રીનગર, ભાવનગર. રૂ.૨,૯૯,૧૭૯/- + વ્યાજ KN UL 25010: [46, 1439, 219, 1485]
- vertical-ad-code: VIVEK · 9904 300 409: [585, 2149, 594, 2238]
- heading-kshatriya: ક્ષત્રિય: [618, 401, 818, 429]
- row-number: ૧૧: [18, 1069, 46, 1116]
- row-borrower: શ્રી ભરતભાઈ નાગજીભાઈ મકવાણા, આનંદનગર, ભાવનગર. રૂ.૨,૯૦,૩૯૪/- + વ્યાજ KN UL 24167: [46, 1254, 219, 1301]
- lost-notice-place: ભાવનગર: [422, 2112, 469, 2127]
- bank-notice-signatures: [17, 2067, 404, 2089]
- row-number: ૬: [18, 838, 46, 885]
- family-member: વિજુભાઈ પરસોત્તમભાઈ મકવાણા (ભત્રીજા): [1198, 1508, 1398, 1524]
- heading-rami-mali: રામી માળી: [889, 140, 956, 159]
- column-rule-3: [819, 135, 821, 1291]
- row-borrower: શ્રી બાબુભાઈ નાનુભાઈ મકવાણા, સિહોર રોડ, ભાવનગર. રૂ.૨,૪૫,૫૨૫/- + વ્યાજ KN UL 24188: [46, 1393, 219, 1439]
- row-guarantors: ૧) શ્રી નરેશભાઈ, ૨) શ્રી કિરણભાઈ: [219, 1763, 404, 1809]
- row-guarantors: ૧) શ્રી ગભરૂભાઈ ધનજીભાઈ, ૨) શ્રી મહેશભાઈ: [219, 607, 404, 653]
- heading-youth: યુથ હોસ્ટેલ્સ: [1320, 371, 1601, 399]
